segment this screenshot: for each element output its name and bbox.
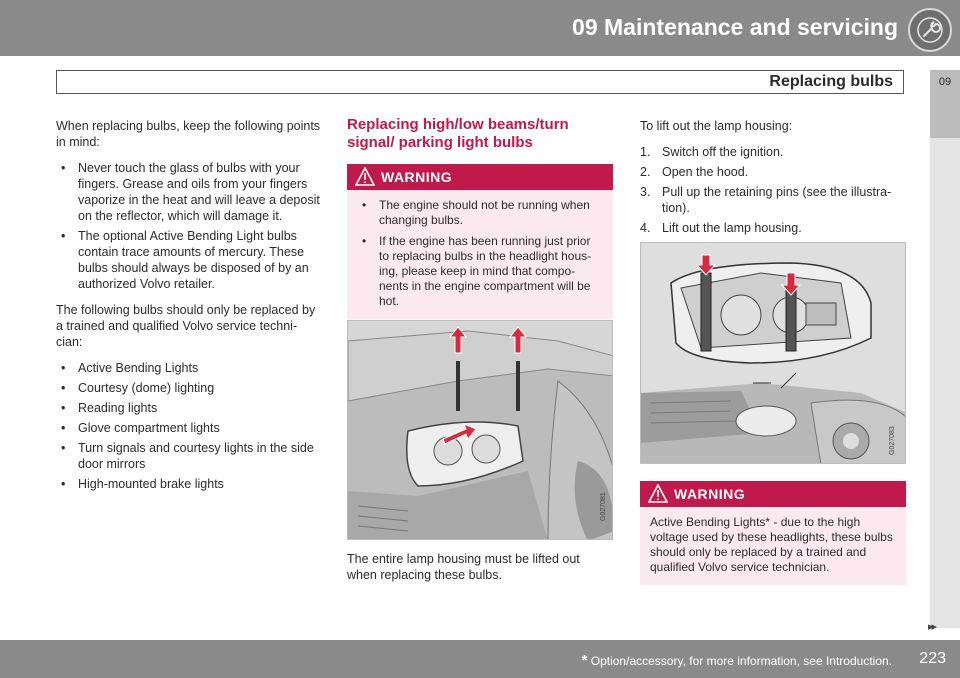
steps-list [640, 144, 906, 236]
step-item [640, 184, 906, 216]
list-item: • Reading lights [56, 400, 322, 416]
warning-triangle-icon [648, 484, 668, 508]
warning-box [347, 164, 613, 319]
step-item [640, 220, 906, 236]
footnote-star: * [581, 652, 588, 669]
figure-caption: The entire lamp housing must be lifted out when replacing these bulbs. [347, 552, 580, 582]
steps-intro: To lift out the lamp housing: [640, 119, 793, 133]
section-title-bar [56, 70, 904, 94]
chapter-title: 09 Maintenance and servicing [572, 14, 898, 40]
chapter-side-tab[interactable] [930, 70, 960, 138]
list-item: • Active Bending Lights [56, 360, 322, 376]
headlight-illustration [347, 320, 613, 540]
service-paragraph: The following bulbs should only be replaced by a trained and qualified Volvo service techni-cian: [56, 303, 316, 349]
step-number: 2. [640, 165, 651, 179]
chapter-side-tab-label: 09 [938, 76, 952, 88]
footnote [582, 652, 892, 669]
warning-triangle-icon [355, 167, 375, 190]
figure-code: G027081 [600, 492, 607, 521]
figure-caption-block [347, 551, 613, 593]
step-text: Switch off the ignition. [662, 145, 784, 159]
page-number: 223 [919, 650, 946, 667]
step-number: 3. [640, 185, 651, 199]
step-number: 4. [640, 221, 651, 235]
warning-label: WARNING [381, 169, 453, 185]
list-item: • The optional Active Bending Light bulbs contain trace amounts of mercury. These bulbs should always be disposed of by an authorized Volvo retailer. [56, 228, 322, 292]
headlight-drawing [348, 321, 613, 540]
list-item: • Courtesy (dome) lighting [56, 380, 322, 396]
chapter-header-band [0, 0, 960, 56]
list-item: • Never touch the glass of bulbs with your fingers. Grease and oils from your fingers vaporize in the heat and will leave a deposit on the reflector, which will damage it. [56, 160, 322, 224]
step-item [640, 164, 906, 180]
warning-box [640, 481, 906, 585]
lamp-housing-illustration [640, 242, 906, 464]
next-page-arrows-icon[interactable]: ▸▸ [928, 621, 936, 633]
step-text: Pull up the retaining pins (see the illustra-tion). [662, 185, 892, 215]
wrench-icon [908, 8, 952, 52]
list-item: • Glove compartment lights [56, 420, 322, 436]
list-item: • Turn signals and courtesy lights in the side door mirrors [56, 440, 322, 472]
footer-band [0, 640, 960, 678]
section-heading: Replacing high/low beams/turn signal/ parking light bulbs [347, 116, 569, 151]
lamp-housing-drawing [641, 243, 906, 464]
warning-header [347, 164, 613, 190]
step-text: Open the hood. [662, 165, 749, 179]
step-text: Lift out the lamp housing. [662, 221, 802, 235]
column-1 [56, 118, 322, 496]
warning-header [640, 481, 906, 507]
list-item: • The engine should not be running when changing bulbs. [357, 198, 603, 228]
column-3 [640, 118, 906, 240]
step-item [640, 144, 906, 160]
warning-list [347, 190, 613, 319]
step-number: 1. [640, 145, 651, 159]
warning-text: Active Bending Lights* - due to the high voltage used by these headlights, these bulbs should only be replaced by a trained and qualified Volvo service technician. [650, 515, 893, 574]
precaution-list [56, 160, 322, 292]
warning-label: WARNING [674, 486, 746, 502]
list-item: • If the engine has been running just prior to replacing bulbs in the headlight hous-ing, please keep in mind that compo-nents in the engine compartment will be hot. [357, 234, 603, 309]
figure-code: G027083 [889, 426, 896, 455]
side-strip [930, 138, 960, 628]
list-item: • High-mounted brake lights [56, 476, 322, 492]
intro-paragraph: When replacing bulbs, keep the following points in mind: [56, 119, 321, 149]
service-only-bulb-list [56, 360, 322, 492]
column-2 [347, 116, 613, 319]
section-title: Replacing bulbs [769, 73, 893, 90]
footnote-text: Option/accessory, for more information, see Introduction. [590, 654, 892, 668]
